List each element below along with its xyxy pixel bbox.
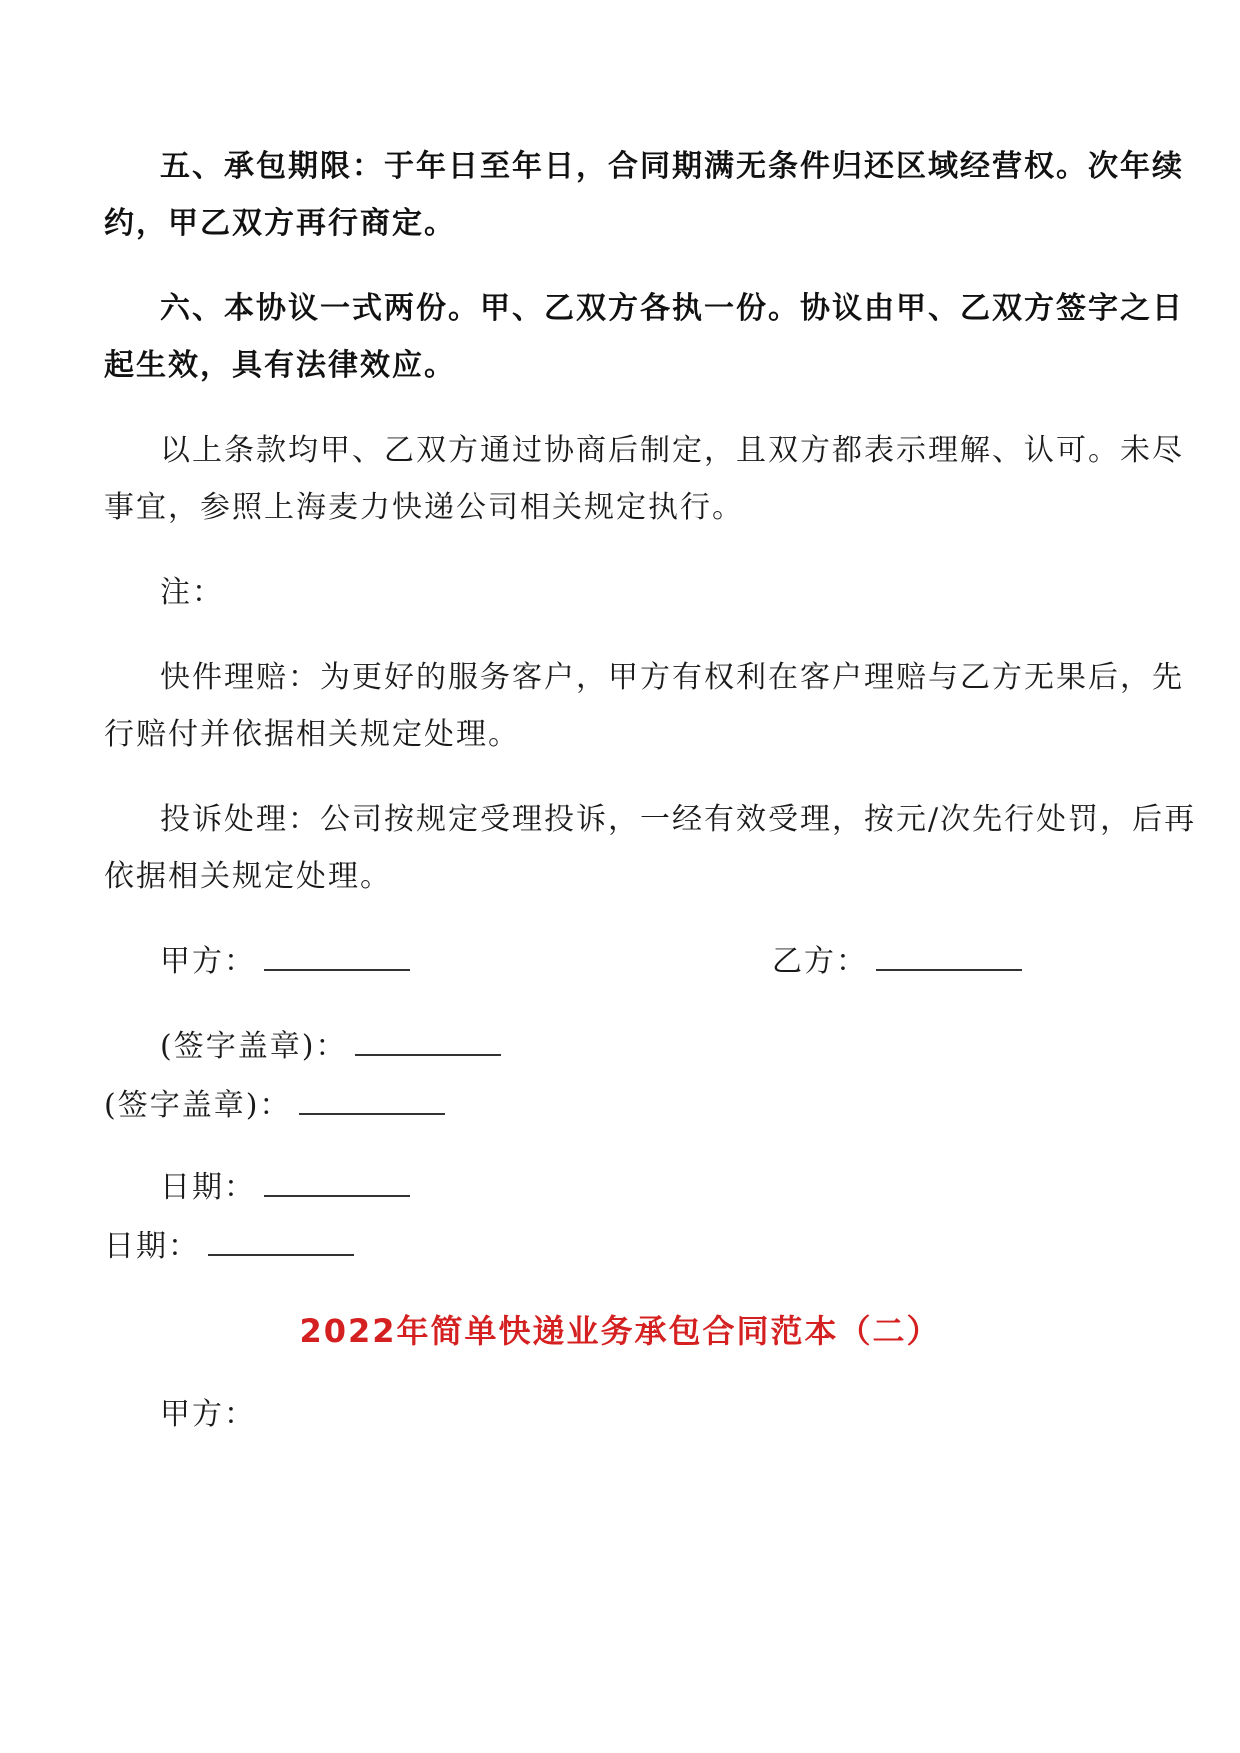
party-b-blank [876, 943, 1022, 971]
seal-a-blank [355, 1028, 501, 1056]
party-a-blank [264, 943, 410, 971]
clause-five-line-1: 五、承包期限：于年日至年日，合同期满无条件归还区域经营权。次年续 [160, 149, 1184, 184]
complaints-line-1: 投诉处理：公司按规定受理投诉，一经有效受理，按元/次先行处罚，后再 [160, 802, 1197, 837]
date-a-blank [264, 1169, 410, 1197]
seal-a-label: (签字盖章)： [160, 1029, 348, 1064]
date-a-label: 日期： [160, 1170, 256, 1205]
note-label: 注： [160, 575, 224, 610]
party-a-label: 甲方： [160, 944, 256, 979]
seal-b [104, 1086, 445, 1126]
summary-line-1: 以上条款均甲、乙双方通过协商后制定，且双方都表示理解、认可。未尽 [160, 433, 1184, 468]
party-a-signature [160, 942, 410, 982]
claims-line-2: 行赔付并依据相关规定处理。 [104, 717, 520, 752]
seal-a [160, 1027, 501, 1067]
date-b [104, 1227, 354, 1267]
seal-b-label: (签字盖章)： [104, 1088, 292, 1123]
date-a [160, 1168, 410, 1208]
clause-six-line-2: 起生效，具有法律效应。 [104, 348, 456, 383]
claims-line-1: 快件理赔：为更好的服务客户，甲方有权利在客户理赔与乙方无果后，先 [160, 660, 1184, 695]
date-b-blank [208, 1228, 354, 1256]
party-b-label: 乙方： [772, 944, 868, 979]
clause-six-line-1: 六、本协议一式两份。甲、乙双方各执一份。协议由甲、乙双方签字之日 [160, 291, 1184, 326]
date-b-label: 日期： [104, 1229, 200, 1264]
section-two-title: 2022年简单快递业务承包合同范本（二） [299, 1312, 941, 1350]
section-two-party-a: 甲方： [160, 1397, 256, 1432]
party-b-signature [772, 942, 1022, 982]
clause-five-line-2: 约，甲乙双方再行商定。 [104, 206, 456, 241]
complaints-line-2: 依据相关规定处理。 [104, 859, 392, 894]
seal-b-blank [299, 1087, 445, 1115]
summary-line-2: 事宜，参照上海麦力快递公司相关规定执行。 [104, 490, 744, 525]
